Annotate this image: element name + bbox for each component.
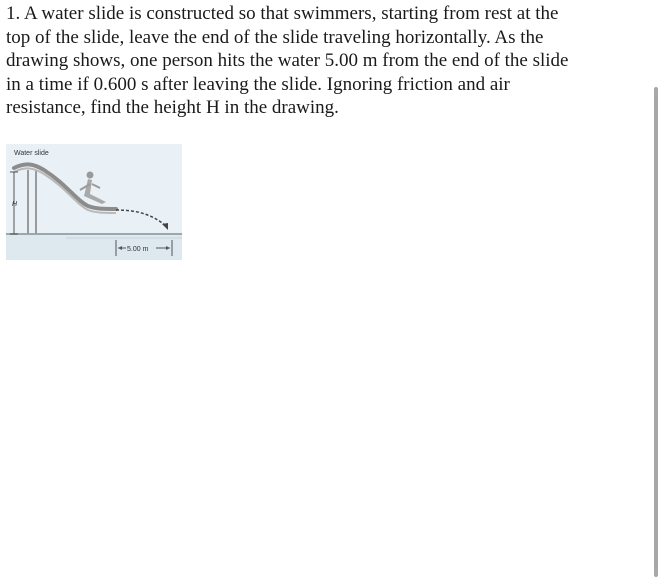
- slide-curve-edge: [14, 168, 116, 213]
- problem-line-2: top of the slide, leave the end of the slide traveling horizontally. As the: [6, 26, 544, 48]
- swimmer-icon: [80, 172, 106, 205]
- problem-line-5: resistance, find the height H in the drawing.: [6, 97, 339, 118]
- height-label: H: [12, 201, 18, 208]
- distance-label: 5.00 m: [127, 246, 149, 253]
- problem-line-3: drawing shows, one person hits the water 5.00 m from the end of the slide: [6, 50, 569, 71]
- problem-line-1: 1. A water slide is constructed so that swimmers, starting from rest at the: [6, 3, 559, 24]
- problem-line-4: in a time if 0.600 s after leaving the slide. Ignoring friction and air: [6, 73, 510, 95]
- water-slide-figure: [6, 144, 182, 260]
- figure-title: Water slide: [14, 150, 49, 157]
- trajectory-path: [116, 210, 166, 226]
- trajectory-arrowhead: [162, 223, 168, 230]
- scrollbar[interactable]: [654, 87, 658, 577]
- problem-statement: [6, 2, 646, 120]
- water-slide-drawing: [6, 144, 182, 260]
